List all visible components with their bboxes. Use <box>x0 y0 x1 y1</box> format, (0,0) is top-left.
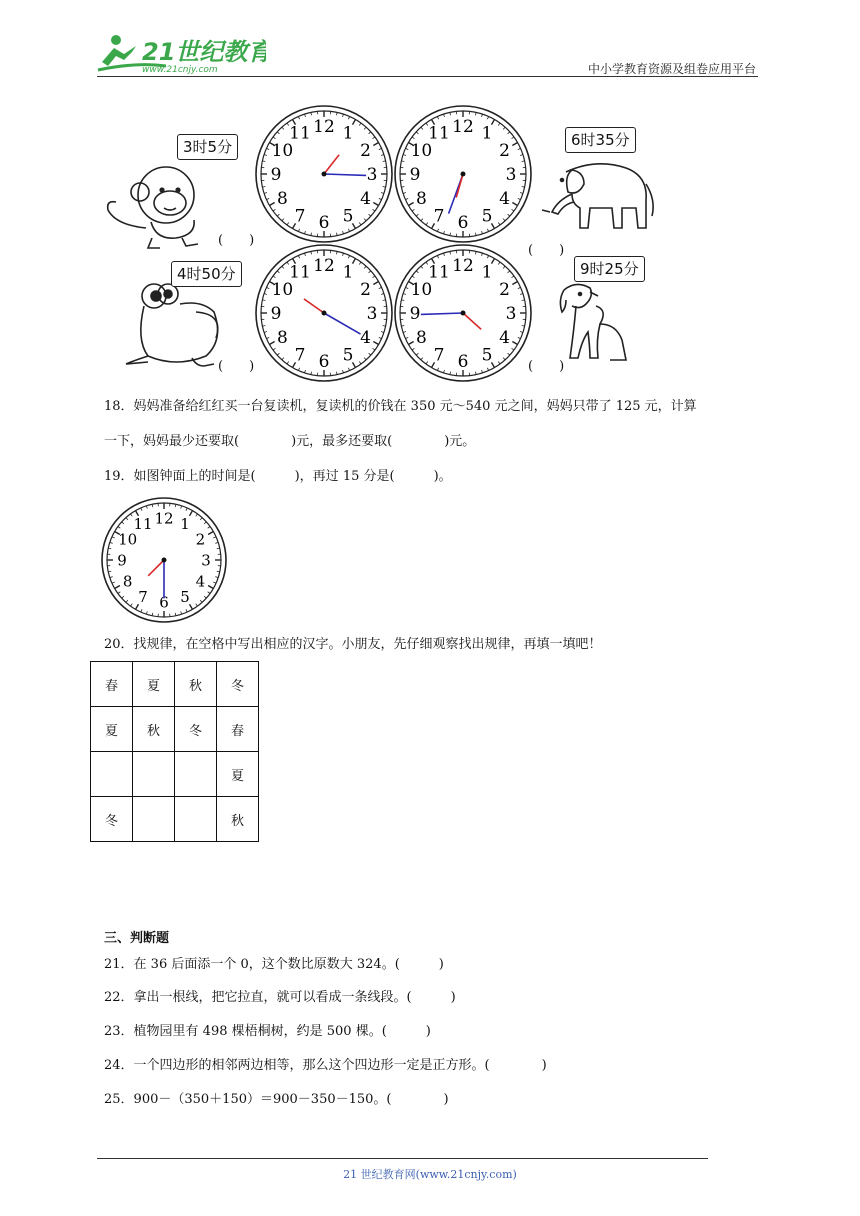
clock-number: 12 <box>452 117 474 138</box>
clock-number: 10 <box>410 141 433 162</box>
clock-number: 12 <box>154 509 174 528</box>
clock-number: 5 <box>342 345 354 366</box>
header-platform-text: 中小学教育资源及组卷应用平台 <box>587 62 756 76</box>
clock-number: 2 <box>360 141 371 162</box>
clock-number: 2 <box>499 141 510 162</box>
clock-number: 6 <box>457 352 469 373</box>
monkey-icon <box>108 167 198 248</box>
clock-number: 4 <box>360 189 371 210</box>
clock-number: 9 <box>270 165 282 186</box>
clock-number: 3 <box>366 304 378 325</box>
clock-number: 12 <box>313 256 335 277</box>
clock-face <box>395 245 531 381</box>
clock-number: 2 <box>195 530 206 549</box>
clock-number: 11 <box>133 515 153 534</box>
table-row <box>91 752 259 797</box>
pattern-table <box>90 661 259 842</box>
clock-number: 4 <box>499 189 510 210</box>
matching-blank-frog[interactable]: ( ) <box>218 359 255 374</box>
clock-number: 6 <box>318 352 330 373</box>
four-clock-faces <box>254 100 544 385</box>
table-cell: 秋 <box>175 662 217 707</box>
table-cell: 夏 <box>133 662 175 707</box>
matching-blank-dog[interactable]: ( ) <box>528 359 565 374</box>
question-21: 21．在 36 后面添一个 0，这个数比原数大 324。( ) <box>104 957 444 972</box>
frog-icon <box>126 284 218 366</box>
clock-face <box>256 245 392 381</box>
clock-number: 11 <box>289 123 311 144</box>
question-19: 19．如图钟面上的时间是( )，再过 15 分是( )。 <box>104 469 452 484</box>
clock-number: 1 <box>481 123 493 144</box>
clock-number: 11 <box>428 262 450 283</box>
clock-number: 7 <box>138 587 148 606</box>
clock-number: 3 <box>366 165 378 186</box>
dog-icon <box>560 284 626 360</box>
clock-number: 8 <box>416 328 427 349</box>
table-row <box>91 707 259 752</box>
header-divider <box>97 76 758 77</box>
clock-number: 11 <box>428 123 450 144</box>
question-19-clock <box>98 497 230 625</box>
clock-number: 8 <box>277 189 288 210</box>
question-23: 23．植物园里有 498 棵梧桐树，约是 500 棵。( ) <box>104 1024 431 1039</box>
logo-text: 21世纪教育 <box>142 38 266 66</box>
clock-number: 12 <box>452 256 474 277</box>
clock-number: 2 <box>360 280 371 301</box>
table-cell: 冬 <box>91 797 133 842</box>
clock-number: 1 <box>481 262 493 283</box>
footer-link[interactable]: 21 世纪教育网(www.21cnjy.com) <box>343 1168 517 1181</box>
clock-number: 9 <box>409 304 421 325</box>
table-cell-blank[interactable] <box>175 797 217 842</box>
question-18-line2: 一下，妈妈最少还要取( )元，最多还要取( )元。 <box>104 434 476 449</box>
matching-blank-elephant[interactable]: ( ) <box>528 243 565 258</box>
table-cell: 秋 <box>217 797 259 842</box>
clock-number: 1 <box>180 515 190 534</box>
clock-number: 6 <box>318 213 330 234</box>
table-row <box>91 662 259 707</box>
clock-number: 5 <box>481 345 493 366</box>
question-20: 20．找规律，在空格中写出相应的汉字。小朋友，先仔细观察找出规律，再填一填吧！ <box>104 637 602 652</box>
clock-number: 2 <box>499 280 510 301</box>
clock-number: 6 <box>457 213 469 234</box>
question-18-line1: 18．妈妈准备给红红买一台复读机，复读机的价钱在 350 元～540 元之间，妈妈只带了 125 元，计算 <box>104 399 697 414</box>
clock-number: 8 <box>122 572 133 591</box>
question-24: 24．一个四边形的相邻两边相等，那么这个四边形一定是正方形。( ) <box>104 1058 547 1073</box>
clock-number: 3 <box>201 551 211 570</box>
site-logo <box>96 32 266 74</box>
bubble-frog-time: 4时50分 <box>171 261 242 287</box>
bubble-dog-time: 9时25分 <box>574 256 645 282</box>
clock-face <box>102 498 226 622</box>
clock-number: 5 <box>180 587 190 606</box>
table-cell-blank[interactable] <box>133 797 175 842</box>
clock-number: 12 <box>313 117 335 138</box>
table-cell-blank[interactable] <box>175 752 217 797</box>
bubble-monkey-time: 3时5分 <box>177 134 238 160</box>
clock-number: 8 <box>277 328 288 349</box>
clock-face <box>395 106 531 242</box>
clock-number: 8 <box>416 189 427 210</box>
clock-number: 9 <box>270 304 282 325</box>
clock-number: 9 <box>409 165 421 186</box>
clock-number: 4 <box>499 328 510 349</box>
table-cell-blank[interactable] <box>91 752 133 797</box>
clock-number: 6 <box>159 593 169 612</box>
clock-number: 3 <box>505 165 517 186</box>
table-cell: 冬 <box>217 662 259 707</box>
clock-number: 10 <box>271 141 294 162</box>
matching-blank-monkey[interactable]: ( ) <box>218 233 255 248</box>
clock-number: 1 <box>342 262 354 283</box>
table-cell: 夏 <box>91 707 133 752</box>
clock-number: 1 <box>342 123 354 144</box>
table-cell: 秋 <box>133 707 175 752</box>
bubble-elephant-time: 6时35分 <box>565 127 636 153</box>
clock-face <box>256 106 392 242</box>
table-cell-blank[interactable] <box>133 752 175 797</box>
table-cell: 冬 <box>175 707 217 752</box>
footer-divider <box>97 1158 708 1159</box>
clock-number: 5 <box>481 206 493 227</box>
logo-subtext: www.21cnjy.com <box>142 65 218 74</box>
table-cell: 夏 <box>217 752 259 797</box>
clock-number: 11 <box>289 262 311 283</box>
clock-number: 7 <box>294 206 306 227</box>
clock-number: 4 <box>360 328 371 349</box>
clock-number: 10 <box>118 530 138 549</box>
clock-number: 4 <box>195 572 206 591</box>
clock-number: 5 <box>342 206 354 227</box>
clock-number: 7 <box>294 345 306 366</box>
section-3-title: 三、判断题 <box>104 931 170 946</box>
clock-number: 9 <box>117 551 127 570</box>
table-row <box>91 797 259 842</box>
clock-number: 7 <box>433 206 445 227</box>
clock-number: 7 <box>433 345 445 366</box>
clock-number: 10 <box>271 280 294 301</box>
question-22: 22．拿出一根线，把它拉直，就可以看成一条线段。( ) <box>104 990 456 1005</box>
question-25: 25．900－（350＋150）＝900－350－150。( ) <box>104 1092 449 1107</box>
clock-number: 3 <box>505 304 517 325</box>
table-cell: 春 <box>217 707 259 752</box>
elephant-icon <box>542 164 653 228</box>
clock-number: 10 <box>410 280 433 301</box>
table-cell: 春 <box>91 662 133 707</box>
